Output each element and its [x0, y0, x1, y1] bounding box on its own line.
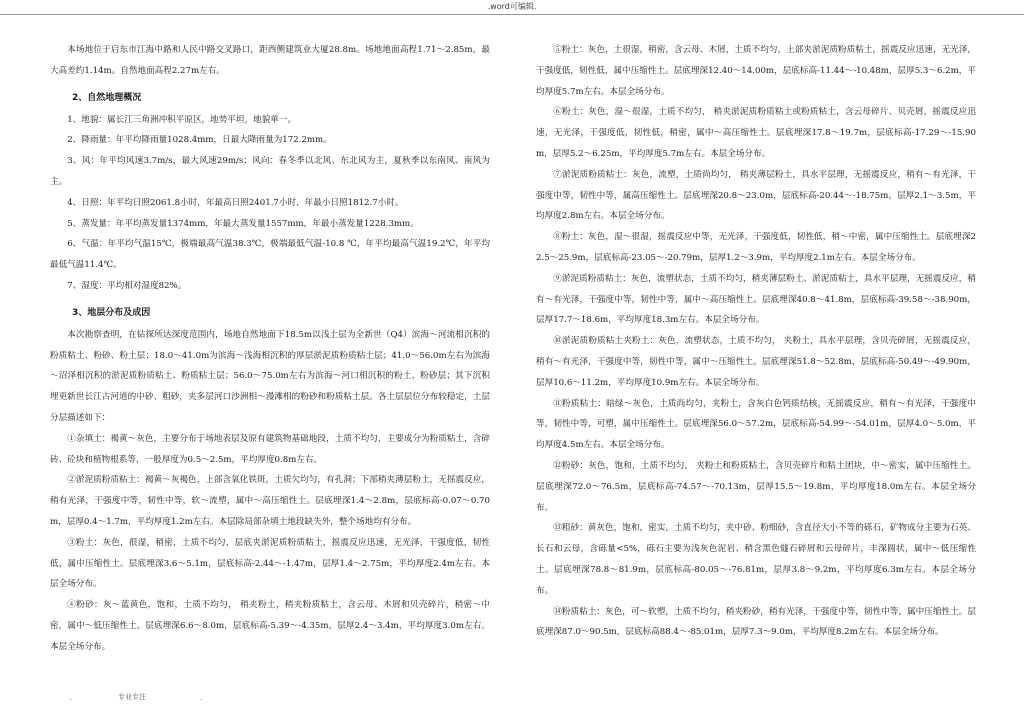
- site-location-paragraph: 本场地位于启东市江海中路和人民中路交叉路口，距西侧建筑业大厦28.8m。场地地面高程1.71～2.85m，最大高差约1.14m。自然地面高程2.27m左右。: [50, 45, 490, 76]
- stratum-12: ⑫粉砂：灰色，饱和，土质不均匀， 夹粉土和粉质粘土，含贝壳碎片和粘土团块，中～密实，属中压缩性土。层底埋深72.0～76.5m，层底标高-74.57～-70.13m，层厚15.5～19.8m，平均厚度18.0m左右。本层全场分布。: [536, 460, 976, 513]
- list-item-wind: 3、风：年平均风速3.7m/s，最大风速29m/s；风向：春冬季以北风、东北风为主，夏秋季以东南风、南风为主。: [50, 156, 490, 187]
- stratum-4: ④粉砂：灰～蓝黄色，饱和，土质不均匀， 稍夹粉土，稍夹粉质粘土，含云母、木屑和贝壳碎片，稍密～中密，属中～低压缩性土。层底埋深6.6～8.0m，层底标高-5.39～-4.35m，层厚2.4～3.4m，平均厚度3.0m左右。本层全场分布。: [50, 600, 490, 652]
- stratum-7: ⑦淤泥质粉质粘土：灰色，流塑，土质尚均匀， 稍夹薄层粉土，具水平层理，无摇震反应，稍有～有光泽，干强度中等，韧性中等，属高压缩性土。层底埋深20.8～23.0m，层底标高-20.44～-18.75m，层厚2.1～3.5m，平均厚度2.8m左右。本层全场分布。: [536, 169, 976, 222]
- stratum-11: ⑪粉质粘土：暗绿～灰色，土质尚均匀，夹粉土，含灰白色钙质结核，无摇震反应，稍有～有光泽，干强度中等，韧性中等，可塑，属中压缩性土。层底埋深56.0～57.2m，层底标高-54.99～-54.01m，层厚4.0～5.0m，平均厚度4.5m左右。本层全场分布。: [536, 398, 976, 451]
- stratum-8: ⑧粉土：灰色，湿～很湿，摇震反应中等，无光泽，干强度低，韧性低，稍～中密，属中压缩性土。层底埋深22.5～25.9m，层底标高-23.05～-20.79m，层厚1.2～3.9m，平均厚度2.1m左右。本层全场分布。: [536, 232, 976, 263]
- list-item-temperature: 6、气温：年平均气温15℃，极端最高气温38.3℃，极端最低气温-10.8 ℃，年平均最高气温19.2℃，年平均最低气温11.4℃。: [50, 239, 490, 271]
- page-header: .word可编辑.: [0, 0, 1024, 15]
- stratum-6: ⑥粉土：灰色，湿～很湿，土质不均匀， 稍夹淤泥质粉质粘土或粉质粘土，含云母碎片、贝壳屑，摇震反应迅速，无光泽，干强度低，韧性低，稍密，属中～高压缩性土。层底埋深17.8～19.7m，层底标高-17.29～-15.90m，层厚5.2～6.25m，平均厚度5.7m左右。本层全场分布。: [536, 107, 976, 159]
- right-column: [536, 40, 976, 643]
- section-heading-natural-geography: 2、自然地理概况: [72, 92, 142, 103]
- page-footer: [0, 688, 1024, 708]
- stratum-13: ⑬粗砂：黄灰色，饱和，密实，土质不均匀，夹中砂、粉细砂，含直径大小不等的砾石，矿物成分主要为石英、长石和云母，含砾量<5%，砾石主要为浅灰色泥岩、稍含黑色燧石碎屑和云母碎片，丰深圆状，属中～低压缩性土。层底埋深78.8～81.9m，层底标高-80.05～-76.81m，层厚3.8～9.2m，平均厚度6.3m左右。本层全场分布。: [536, 523, 976, 596]
- stratum-9: ⑨淤泥质粉质粘土：灰色，流塑状态，土质不均匀，稍夹薄层粉土、淤泥质粘土，具水平层理，无摇震反应，稍有～有光泽，干强度中等，韧性中等，属中～高压缩性土。层底埋深40.8～41.8m，层底标高-39.58～-38.90m，层厚17.7～18.6m，平均厚度18.3m左右。本层全场分布。: [536, 273, 976, 326]
- stratum-10: ⑩淤泥质粉质粘土夹粉土：灰色，流塑状态，土质不均匀， 夹粉土，具水平层理，含贝壳碎屑，无摇震反应，稍有～有光泽，干强度中等，韧性中等，属中～压缩性土。层底埋深51.8～52.8m，层底标高-50.49～-49.90m，层厚10.6～11.2m，平均厚度10.9m左右。本层全场分布。: [536, 336, 976, 388]
- strata-intro-paragraph: 本次勘察查明，在钻探所达深度范围内，场地自然地面下18.5m以浅土层为全新世（Q4）滨海～河流相沉积的粉质粘土、粉砂、粉土层；18.0～41.0m为滨海～浅海相沉积的厚层淤泥质粉质粘土层；41.0～56.0m左右为滨海～沼泽相沉积的淤泥质粉质粘土、粉质粘土层；56.0～75.0m左右为滨海～河口相沉积的粉土、粉砂层；其下沉积埋更新世长江古河道的中砂、粗砂，夹多层河口沙洲相～漫滩相的粉砂和粉质粘土层。各土层层位分布较稳定，土层分层描述如下：: [50, 329, 490, 423]
- left-column: [50, 40, 490, 658]
- footer-dot-right: .: [200, 694, 203, 702]
- footer-text: 专业专注: [118, 693, 146, 701]
- list-item-landform: 1、地貌：属长江三角洲冲积平原区，地势平坦，地貌单一。: [67, 114, 297, 125]
- list-item-humidity: 7、湿度：平均相对湿度82%。: [67, 280, 187, 291]
- stratum-5: ⑤粉土：灰色，土很湿，稍密，含云母、木屑，土质不均匀，上部夹淤泥质粉质粘土，摇震反应迅速，无光泽，干强度低，韧性低，属中压缩性土。层底埋深12.40～14.00m，层底标高-11.44～-10.48m，层厚5.3～6.2m，平均厚度5.7m左右。本层全场分布。: [536, 45, 976, 97]
- list-item-sunshine: 4、日照：年平均日照2061.8小时，年最高日照2401.7小时，年最小日照1812.7小时。: [67, 197, 404, 208]
- stratum-1: ①杂填土：褐黄～灰色，主要分布于场地表层及原有建筑物基础地段，土质不均匀，主要成分为粉质粘土，含碎砖、砼块和植物根系等，一般厚度为0.5～2.5m，平均厚度0.8m左右。: [50, 433, 490, 465]
- stratum-14: ⑭粉质粘土：灰色，可～软塑，土质不均匀，稍夹粉砂，稍有光泽，干强度中等，韧性中等，属中压缩性土。层底埋深87.0～90.5m，层底标高88.4～-85.01m，层厚7.3～9.0m，平均厚度8.2m左右。本层全场分布。: [536, 606, 976, 638]
- footer-dot-left: .: [70, 694, 73, 702]
- section-heading-strata: 3、地层分布及成因: [72, 307, 151, 318]
- stratum-3: ③粉土：灰色，很湿，稍密，土质不均匀，层底夹淤泥质粉质粘土，摇震反应迅速，无光泽，干强度低，韧性低，属中压缩性土。层底埋深3.6～5.1m，层底标高-2.44～-1.47m，层厚1.4～2.75m，平均厚度2.4m左右。本层全场分布。: [50, 537, 490, 590]
- stratum-2: ②淤泥质粉质粘土：褐黄～灰褐色，上部含氧化铁斑，土质欠均匀，有孔洞；下部稍夹薄层粉土，无摇震反应，稍有光泽，干强度中等，韧性中等，软～流塑，属中～高压缩性土。层底埋深1.4～2.8m，层底标高-0.07～0.70m，层厚0.4～1.7m，平均厚度1.2m左右。本层除局部杂填土地段缺失外，整个场地均有分布。: [50, 475, 490, 527]
- list-item-rainfall: 2、降雨量：年平均降雨量1028.4mm，日最大降雨量为172.2mm。: [67, 135, 332, 146]
- list-item-evaporation: 5、蒸发量：年平均蒸发量1374mm，年最大蒸发量1557mm，年最小蒸发量1228.3mm。: [67, 218, 419, 229]
